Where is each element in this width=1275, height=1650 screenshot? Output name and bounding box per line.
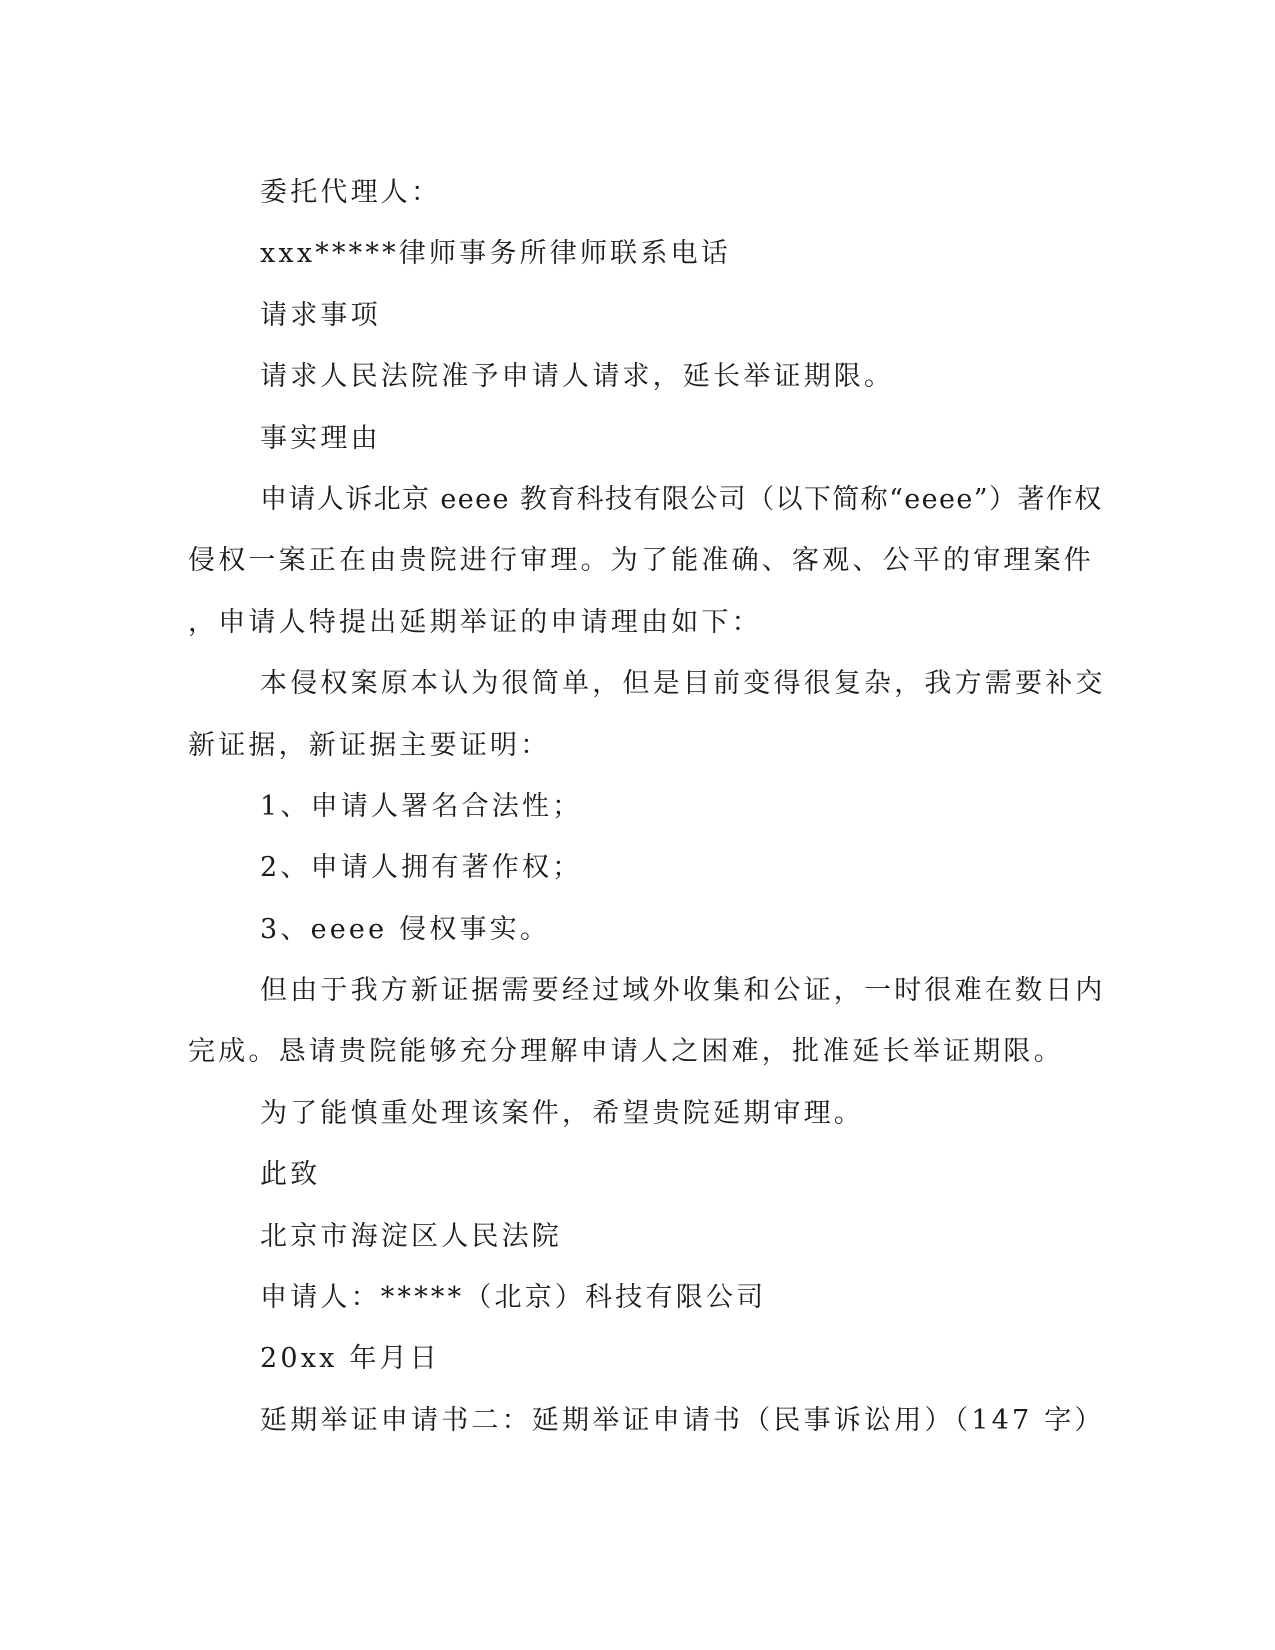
evidence-item-3: 3、eeee 侵权事实。 xyxy=(260,913,551,945)
court-name: 北京市海淀区人民法院 xyxy=(260,1220,562,1252)
document-body xyxy=(188,162,1106,1451)
facts-paragraph-line-2: 侵权一案正在由贵院进行审理。为了能准确、客观、公平的审理案件 xyxy=(188,545,1094,577)
date-line: 20xx 年月日 xyxy=(260,1343,440,1375)
second-document-title: 延期举证申请书二：延期举证申请书（民事诉讼用）（147 字） xyxy=(260,1404,1105,1436)
difficulty-paragraph-line-1: 但由于我方新证据需要经过域外收集和公证，一时很难在数日内 xyxy=(260,975,1106,1007)
facts-paragraph-line-3: ，申请人特提出延期举证的申请理由如下： xyxy=(188,606,762,638)
reason-paragraph-line-1: 本侵权案原本认为很简单，但是目前变得很复杂，我方需要补交 xyxy=(260,668,1106,700)
difficulty-paragraph-line-2: 完成。恳请贵院能够充分理解申请人之困难，批准延长举证期限。 xyxy=(188,1036,1064,1068)
request-text: 请求人民法院准予申请人请求，延长举证期限。 xyxy=(260,361,895,393)
request-heading: 请求事项 xyxy=(260,299,381,331)
reason-paragraph-line-2: 新证据，新证据主要证明： xyxy=(188,729,551,761)
facts-heading: 事实理由 xyxy=(260,422,381,454)
applicant-signature: 申请人：*****（北京）科技有限公司 xyxy=(260,1282,767,1314)
agent-info: xxx*****律师事务所律师联系电话 xyxy=(260,238,731,270)
postpone-request: 为了能慎重处理该案件，希望贵院延期审理。 xyxy=(260,1097,864,1129)
evidence-item-2: 2、申请人拥有著作权； xyxy=(260,852,583,884)
salutation: 此致 xyxy=(260,1159,321,1191)
evidence-item-1: 1、申请人署名合法性； xyxy=(260,790,583,822)
agent-label: 委托代理人： xyxy=(260,177,442,208)
facts-paragraph-line-1: 申请人诉北京 eeee 教育科技有限公司（以下简称“eeee”）著作权 xyxy=(260,483,1103,515)
